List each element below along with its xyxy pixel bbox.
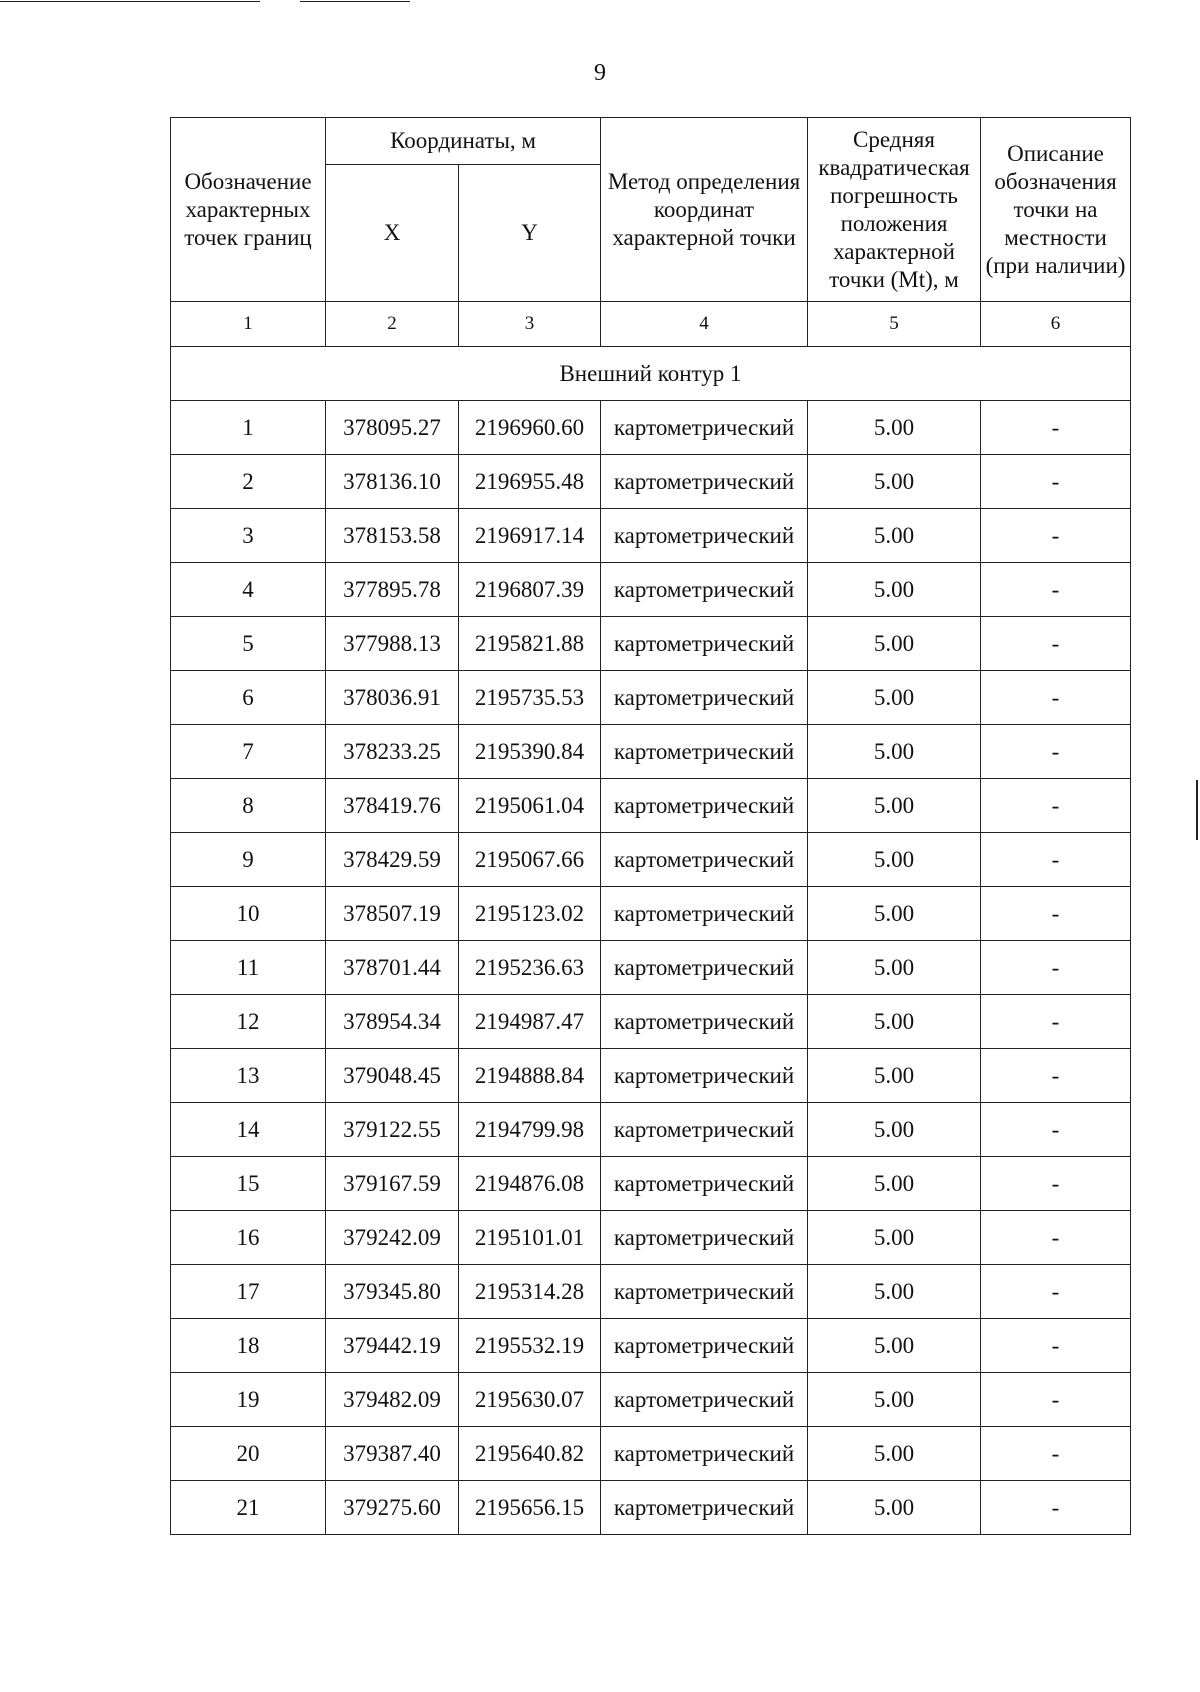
point-number-cell: 13 bbox=[171, 1049, 326, 1103]
point-number-cell: 17 bbox=[171, 1265, 326, 1319]
description-cell: - bbox=[981, 455, 1131, 509]
coord-y-cell: 2195735.53 bbox=[459, 671, 601, 725]
point-number-cell: 4 bbox=[171, 563, 326, 617]
point-number-cell: 18 bbox=[171, 1319, 326, 1373]
method-cell: картометрический bbox=[601, 509, 808, 563]
table-row bbox=[171, 563, 1131, 617]
coord-y-cell: 2196807.39 bbox=[459, 563, 601, 617]
coord-y-cell: 2194876.08 bbox=[459, 1157, 601, 1211]
description-cell: - bbox=[981, 941, 1131, 995]
mean-error-cell: 5.00 bbox=[808, 941, 981, 995]
table-row bbox=[171, 779, 1131, 833]
coord-x-cell: 379048.45 bbox=[326, 1049, 459, 1103]
coord-x-cell: 379122.55 bbox=[326, 1103, 459, 1157]
column-number: 4 bbox=[601, 302, 808, 347]
scan-artifact-line bbox=[0, 1, 260, 2]
table-row bbox=[171, 1103, 1131, 1157]
coord-x-cell: 378507.19 bbox=[326, 887, 459, 941]
coord-x-cell: 379387.40 bbox=[326, 1427, 459, 1481]
description-cell: - bbox=[981, 779, 1131, 833]
mean-error-cell: 5.00 bbox=[808, 509, 981, 563]
coord-x-cell: 379242.09 bbox=[326, 1211, 459, 1265]
coord-y-cell: 2195656.15 bbox=[459, 1481, 601, 1535]
page-number: 9 bbox=[594, 60, 606, 86]
method-cell: картометрический bbox=[601, 1427, 808, 1481]
description-cell: - bbox=[981, 1481, 1131, 1535]
point-number-cell: 7 bbox=[171, 725, 326, 779]
coord-y-cell: 2195640.82 bbox=[459, 1427, 601, 1481]
column-numbers-row bbox=[171, 302, 1131, 347]
description-cell: - bbox=[981, 1157, 1131, 1211]
mean-error-cell: 5.00 bbox=[808, 1265, 981, 1319]
description-cell: - bbox=[981, 617, 1131, 671]
mean-error-cell: 5.00 bbox=[808, 1319, 981, 1373]
column-number: 5 bbox=[808, 302, 981, 347]
coord-y-cell: 2195821.88 bbox=[459, 617, 601, 671]
description-cell: - bbox=[981, 1373, 1131, 1427]
mean-error-cell: 5.00 bbox=[808, 1481, 981, 1535]
point-number-cell: 21 bbox=[171, 1481, 326, 1535]
table-row bbox=[171, 725, 1131, 779]
description-cell: - bbox=[981, 1103, 1131, 1157]
method-cell: картометрический bbox=[601, 995, 808, 1049]
table-row bbox=[171, 833, 1131, 887]
point-number-cell: 12 bbox=[171, 995, 326, 1049]
method-cell: картометрический bbox=[601, 1481, 808, 1535]
point-number-cell: 14 bbox=[171, 1103, 326, 1157]
description-cell: - bbox=[981, 995, 1131, 1049]
table-row bbox=[171, 887, 1131, 941]
coord-y-cell: 2195067.66 bbox=[459, 833, 601, 887]
coord-y-cell: 2194888.84 bbox=[459, 1049, 601, 1103]
column-number: 3 bbox=[459, 302, 601, 347]
table-row bbox=[171, 671, 1131, 725]
coord-y-cell: 2195390.84 bbox=[459, 725, 601, 779]
header-coordinates: Координаты, м bbox=[326, 118, 601, 165]
scan-artifact-line bbox=[1196, 780, 1198, 840]
mean-error-cell: 5.00 bbox=[808, 617, 981, 671]
table-row bbox=[171, 1157, 1131, 1211]
table-body bbox=[171, 302, 1131, 1535]
coord-y-cell: 2195236.63 bbox=[459, 941, 601, 995]
point-number-cell: 5 bbox=[171, 617, 326, 671]
coord-x-cell: 378233.25 bbox=[326, 725, 459, 779]
coord-x-cell: 379275.60 bbox=[326, 1481, 459, 1535]
header-description: Описание обозначения точки на местности (при наличии) bbox=[981, 118, 1131, 302]
table-row bbox=[171, 995, 1131, 1049]
method-cell: картометрический bbox=[601, 1103, 808, 1157]
point-number-cell: 8 bbox=[171, 779, 326, 833]
coord-x-cell: 379167.59 bbox=[326, 1157, 459, 1211]
method-cell: картометрический bbox=[601, 1211, 808, 1265]
method-cell: картометрический bbox=[601, 1319, 808, 1373]
description-cell: - bbox=[981, 1211, 1131, 1265]
description-cell: - bbox=[981, 725, 1131, 779]
table-row bbox=[171, 941, 1131, 995]
section-title: Внешний контур 1 bbox=[171, 347, 1131, 401]
coord-y-cell: 2195061.04 bbox=[459, 779, 601, 833]
description-cell: - bbox=[981, 1265, 1131, 1319]
method-cell: картометрический bbox=[601, 671, 808, 725]
table-row bbox=[171, 509, 1131, 563]
coord-x-cell: 378701.44 bbox=[326, 941, 459, 995]
table-row bbox=[171, 1265, 1131, 1319]
coord-x-cell: 378136.10 bbox=[326, 455, 459, 509]
point-number-cell: 20 bbox=[171, 1427, 326, 1481]
table-row bbox=[171, 1211, 1131, 1265]
header-x: X bbox=[326, 165, 459, 302]
mean-error-cell: 5.00 bbox=[808, 995, 981, 1049]
coordinates-table bbox=[170, 117, 1131, 1535]
mean-error-cell: 5.00 bbox=[808, 779, 981, 833]
column-number: 1 bbox=[171, 302, 326, 347]
table-row bbox=[171, 617, 1131, 671]
mean-error-cell: 5.00 bbox=[808, 455, 981, 509]
coord-y-cell: 2195532.19 bbox=[459, 1319, 601, 1373]
point-number-cell: 16 bbox=[171, 1211, 326, 1265]
column-number: 2 bbox=[326, 302, 459, 347]
coord-x-cell: 377988.13 bbox=[326, 617, 459, 671]
table-row bbox=[171, 1049, 1131, 1103]
method-cell: картометрический bbox=[601, 725, 808, 779]
description-cell: - bbox=[981, 833, 1131, 887]
description-cell: - bbox=[981, 887, 1131, 941]
method-cell: картометрический bbox=[601, 401, 808, 455]
section-row bbox=[171, 347, 1131, 401]
point-number-cell: 2 bbox=[171, 455, 326, 509]
method-cell: картометрический bbox=[601, 779, 808, 833]
table-row bbox=[171, 1481, 1131, 1535]
point-number-cell: 9 bbox=[171, 833, 326, 887]
mean-error-cell: 5.00 bbox=[808, 1373, 981, 1427]
description-cell: - bbox=[981, 671, 1131, 725]
column-number: 6 bbox=[981, 302, 1131, 347]
point-number-cell: 3 bbox=[171, 509, 326, 563]
method-cell: картометрический bbox=[601, 1157, 808, 1211]
table-row bbox=[171, 1427, 1131, 1481]
header-mean-error: Средняя квадратическая погрешность положения характерной точки (Mt), м bbox=[808, 118, 981, 302]
method-cell: картометрический bbox=[601, 941, 808, 995]
description-cell: - bbox=[981, 1427, 1131, 1481]
header-y: Y bbox=[459, 165, 601, 302]
coord-y-cell: 2195123.02 bbox=[459, 887, 601, 941]
description-cell: - bbox=[981, 401, 1131, 455]
mean-error-cell: 5.00 bbox=[808, 401, 981, 455]
mean-error-cell: 5.00 bbox=[808, 1103, 981, 1157]
mean-error-cell: 5.00 bbox=[808, 1427, 981, 1481]
coord-x-cell: 377895.78 bbox=[326, 563, 459, 617]
point-number-cell: 19 bbox=[171, 1373, 326, 1427]
description-cell: - bbox=[981, 509, 1131, 563]
mean-error-cell: 5.00 bbox=[808, 725, 981, 779]
coord-x-cell: 378036.91 bbox=[326, 671, 459, 725]
table-row bbox=[171, 1373, 1131, 1427]
header-point-designation: Обозначение характерных точек границ bbox=[171, 118, 326, 302]
description-cell: - bbox=[981, 563, 1131, 617]
mean-error-cell: 5.00 bbox=[808, 887, 981, 941]
coord-x-cell: 378419.76 bbox=[326, 779, 459, 833]
method-cell: картометрический bbox=[601, 1049, 808, 1103]
coord-x-cell: 378095.27 bbox=[326, 401, 459, 455]
table-row bbox=[171, 455, 1131, 509]
coord-y-cell: 2194987.47 bbox=[459, 995, 601, 1049]
coord-x-cell: 378429.59 bbox=[326, 833, 459, 887]
coord-x-cell: 378153.58 bbox=[326, 509, 459, 563]
mean-error-cell: 5.00 bbox=[808, 563, 981, 617]
description-cell: - bbox=[981, 1319, 1131, 1373]
mean-error-cell: 5.00 bbox=[808, 1049, 981, 1103]
mean-error-cell: 5.00 bbox=[808, 1157, 981, 1211]
coord-y-cell: 2196960.60 bbox=[459, 401, 601, 455]
coord-y-cell: 2195630.07 bbox=[459, 1373, 601, 1427]
method-cell: картометрический bbox=[601, 1373, 808, 1427]
mean-error-cell: 5.00 bbox=[808, 671, 981, 725]
point-number-cell: 11 bbox=[171, 941, 326, 995]
coord-y-cell: 2195101.01 bbox=[459, 1211, 601, 1265]
scan-artifact-line bbox=[300, 1, 410, 2]
method-cell: картометрический bbox=[601, 1265, 808, 1319]
point-number-cell: 10 bbox=[171, 887, 326, 941]
point-number-cell: 1 bbox=[171, 401, 326, 455]
table-row bbox=[171, 1319, 1131, 1373]
method-cell: картометрический bbox=[601, 833, 808, 887]
method-cell: картометрический bbox=[601, 563, 808, 617]
coord-y-cell: 2194799.98 bbox=[459, 1103, 601, 1157]
coord-x-cell: 378954.34 bbox=[326, 995, 459, 1049]
coord-x-cell: 379345.80 bbox=[326, 1265, 459, 1319]
description-cell: - bbox=[981, 1049, 1131, 1103]
mean-error-cell: 5.00 bbox=[808, 833, 981, 887]
point-number-cell: 6 bbox=[171, 671, 326, 725]
coord-x-cell: 379442.19 bbox=[326, 1319, 459, 1373]
method-cell: картометрический bbox=[601, 455, 808, 509]
coord-y-cell: 2196955.48 bbox=[459, 455, 601, 509]
coord-y-cell: 2195314.28 bbox=[459, 1265, 601, 1319]
header-method: Метод определения координат характерной точки bbox=[601, 118, 808, 302]
coord-y-cell: 2196917.14 bbox=[459, 509, 601, 563]
point-number-cell: 15 bbox=[171, 1157, 326, 1211]
method-cell: картометрический bbox=[601, 887, 808, 941]
mean-error-cell: 5.00 bbox=[808, 1211, 981, 1265]
table-row bbox=[171, 401, 1131, 455]
coord-x-cell: 379482.09 bbox=[326, 1373, 459, 1427]
method-cell: картометрический bbox=[601, 617, 808, 671]
